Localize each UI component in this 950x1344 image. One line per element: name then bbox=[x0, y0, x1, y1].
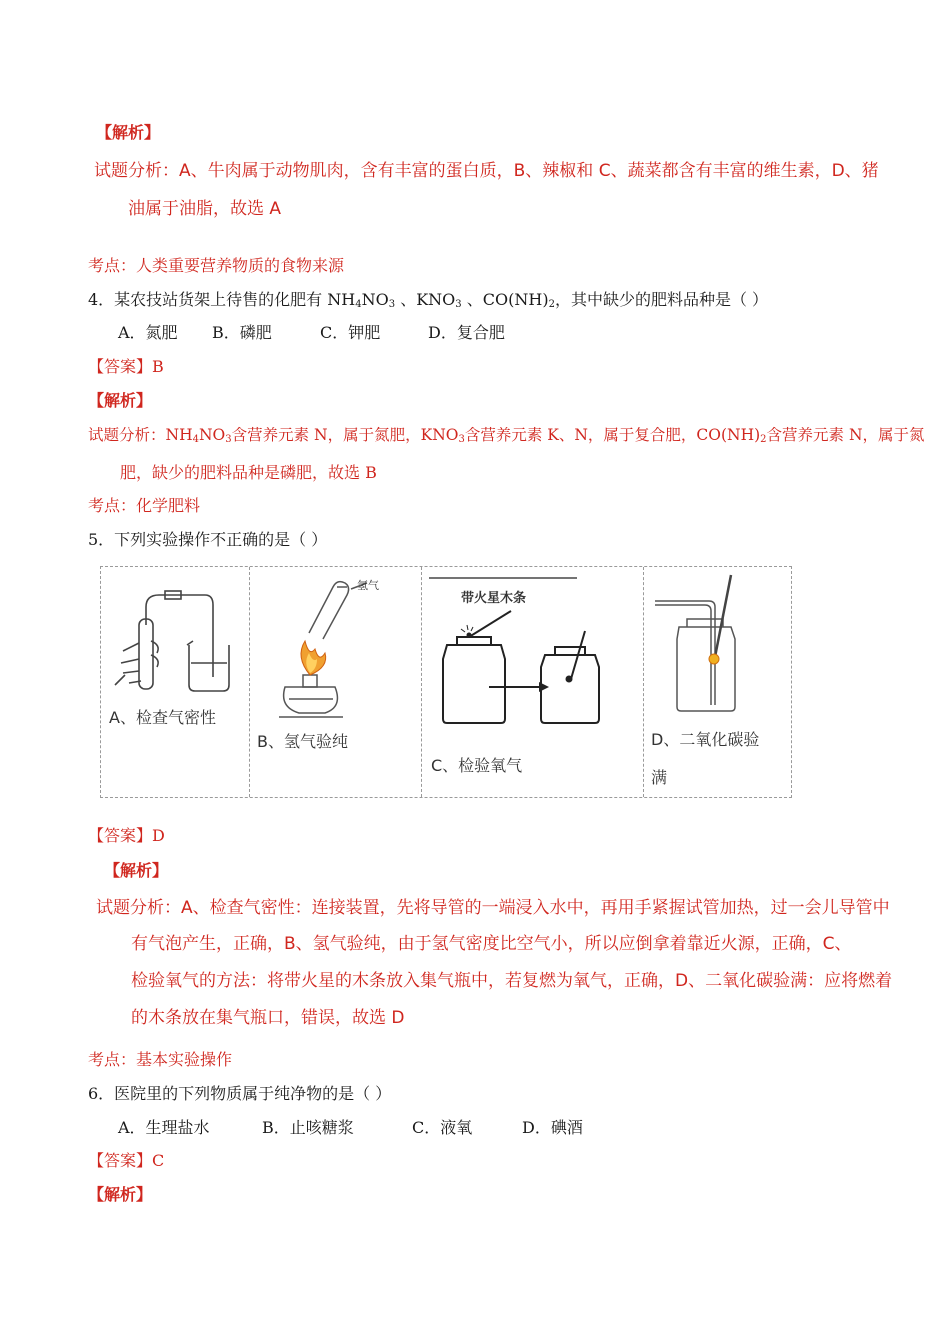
q4-analysis-line1: 试题分析：$NH_4NO_3$含营养元素 N，属于氮肥，$KNO_3$含营养元素 K、N，属于复合肥，$CO(NH)_2$含营养元素 N，属于氮 bbox=[88, 426, 925, 445]
q5-figure bbox=[100, 566, 792, 798]
airtightness-apparatus-illustration bbox=[101, 567, 249, 797]
q6-option-c: C．液氧 bbox=[412, 1118, 473, 1137]
q3-analysis-line2: 油属于油脂，故选 A bbox=[128, 199, 282, 219]
q5-answer: 【答案】D bbox=[88, 826, 165, 845]
figure-a-caption: A、检查气密性 bbox=[109, 708, 216, 727]
hydrogen-label: 氢气 bbox=[357, 579, 379, 592]
figure-cell-b bbox=[249, 567, 422, 797]
q4-option-d: D．复合肥 bbox=[428, 323, 505, 342]
hydrogen-purity-test-illustration bbox=[249, 567, 421, 797]
q5-analysis-line4: 的木条放在集气瓶口，错误，故选 D bbox=[131, 1008, 405, 1028]
glowing-splint-label: 带火星木条 bbox=[461, 591, 527, 606]
q4-option-b: B．磷肥 bbox=[212, 323, 272, 342]
q4-option-a: A．氮肥 bbox=[118, 323, 178, 342]
q5-kaodian: 考点：基本实验操作 bbox=[88, 1050, 233, 1069]
figure-d-caption-line2: 满 bbox=[651, 768, 668, 787]
q6-option-b: B．止咳糖浆 bbox=[262, 1118, 354, 1137]
q4-kaodian: 考点：化学肥料 bbox=[88, 496, 201, 515]
q6-option-d: D．碘酒 bbox=[522, 1118, 583, 1137]
q4-answer: 【答案】B bbox=[88, 357, 164, 376]
q4-analysis-label: 【解析】 bbox=[88, 391, 153, 410]
q4-stem: 4．某农技站货架上待售的化肥有 $NH_4NO_3$ 、$KNO_3$ 、$CO(NH)_2$，其中缺少的肥料品种是（ ） bbox=[88, 290, 769, 310]
figure-cell-a bbox=[101, 567, 250, 797]
figure-cell-d bbox=[643, 567, 791, 797]
q3-analysis-label: 【解析】 bbox=[96, 123, 161, 142]
q5-analysis-line2: 有气泡产生，正确，B、氢气验纯，由于氢气密度比空气小，所以应倒拿着靠近火源，正确，C、 bbox=[131, 934, 852, 954]
q5-analysis-label: 【解析】 bbox=[104, 861, 169, 880]
q5-stem: 5．下列实验操作不正确的是（ ） bbox=[88, 530, 328, 549]
q6-analysis-label: 【解析】 bbox=[88, 1185, 153, 1204]
q6-answer: 【答案】C bbox=[88, 1151, 165, 1170]
figure-c-caption: C、检验氧气 bbox=[431, 756, 523, 775]
figure-cell-c bbox=[421, 567, 644, 797]
q6-option-a: A．生理盐水 bbox=[118, 1118, 210, 1137]
q5-analysis-line3: 检验氧气的方法：将带火星的木条放入集气瓶中，若复燃为氧气，正确，D、二氧化碳验满：应将燃着 bbox=[131, 971, 893, 991]
q5-analysis-line1: 试题分析：A、检查气密性：连接装置，先将导管的一端浸入水中，再用手紧握试管加热，过一会儿导管中 bbox=[96, 898, 890, 918]
figure-d-caption-line1: D、二氧化碳验 bbox=[651, 730, 760, 749]
co2-collection-test-illustration bbox=[643, 567, 791, 797]
q6-stem: 6．医院里的下列物质属于纯净物的是（ ） bbox=[88, 1084, 392, 1103]
figure-b-caption: B、氢气验纯 bbox=[257, 732, 348, 751]
q4-option-c: C．钾肥 bbox=[320, 323, 381, 342]
q3-analysis-line1: 试题分析：A、牛肉属于动物肌肉，含有丰富的蛋白质，B、辣椒和 C、蔬菜都含有丰富的维生素，D、猪 bbox=[94, 161, 879, 181]
q3-kaodian: 考点：人类重要营养物质的食物来源 bbox=[88, 256, 345, 275]
q4-analysis-line2: 肥，缺少的肥料品种是磷肥，故选 B bbox=[120, 463, 377, 482]
